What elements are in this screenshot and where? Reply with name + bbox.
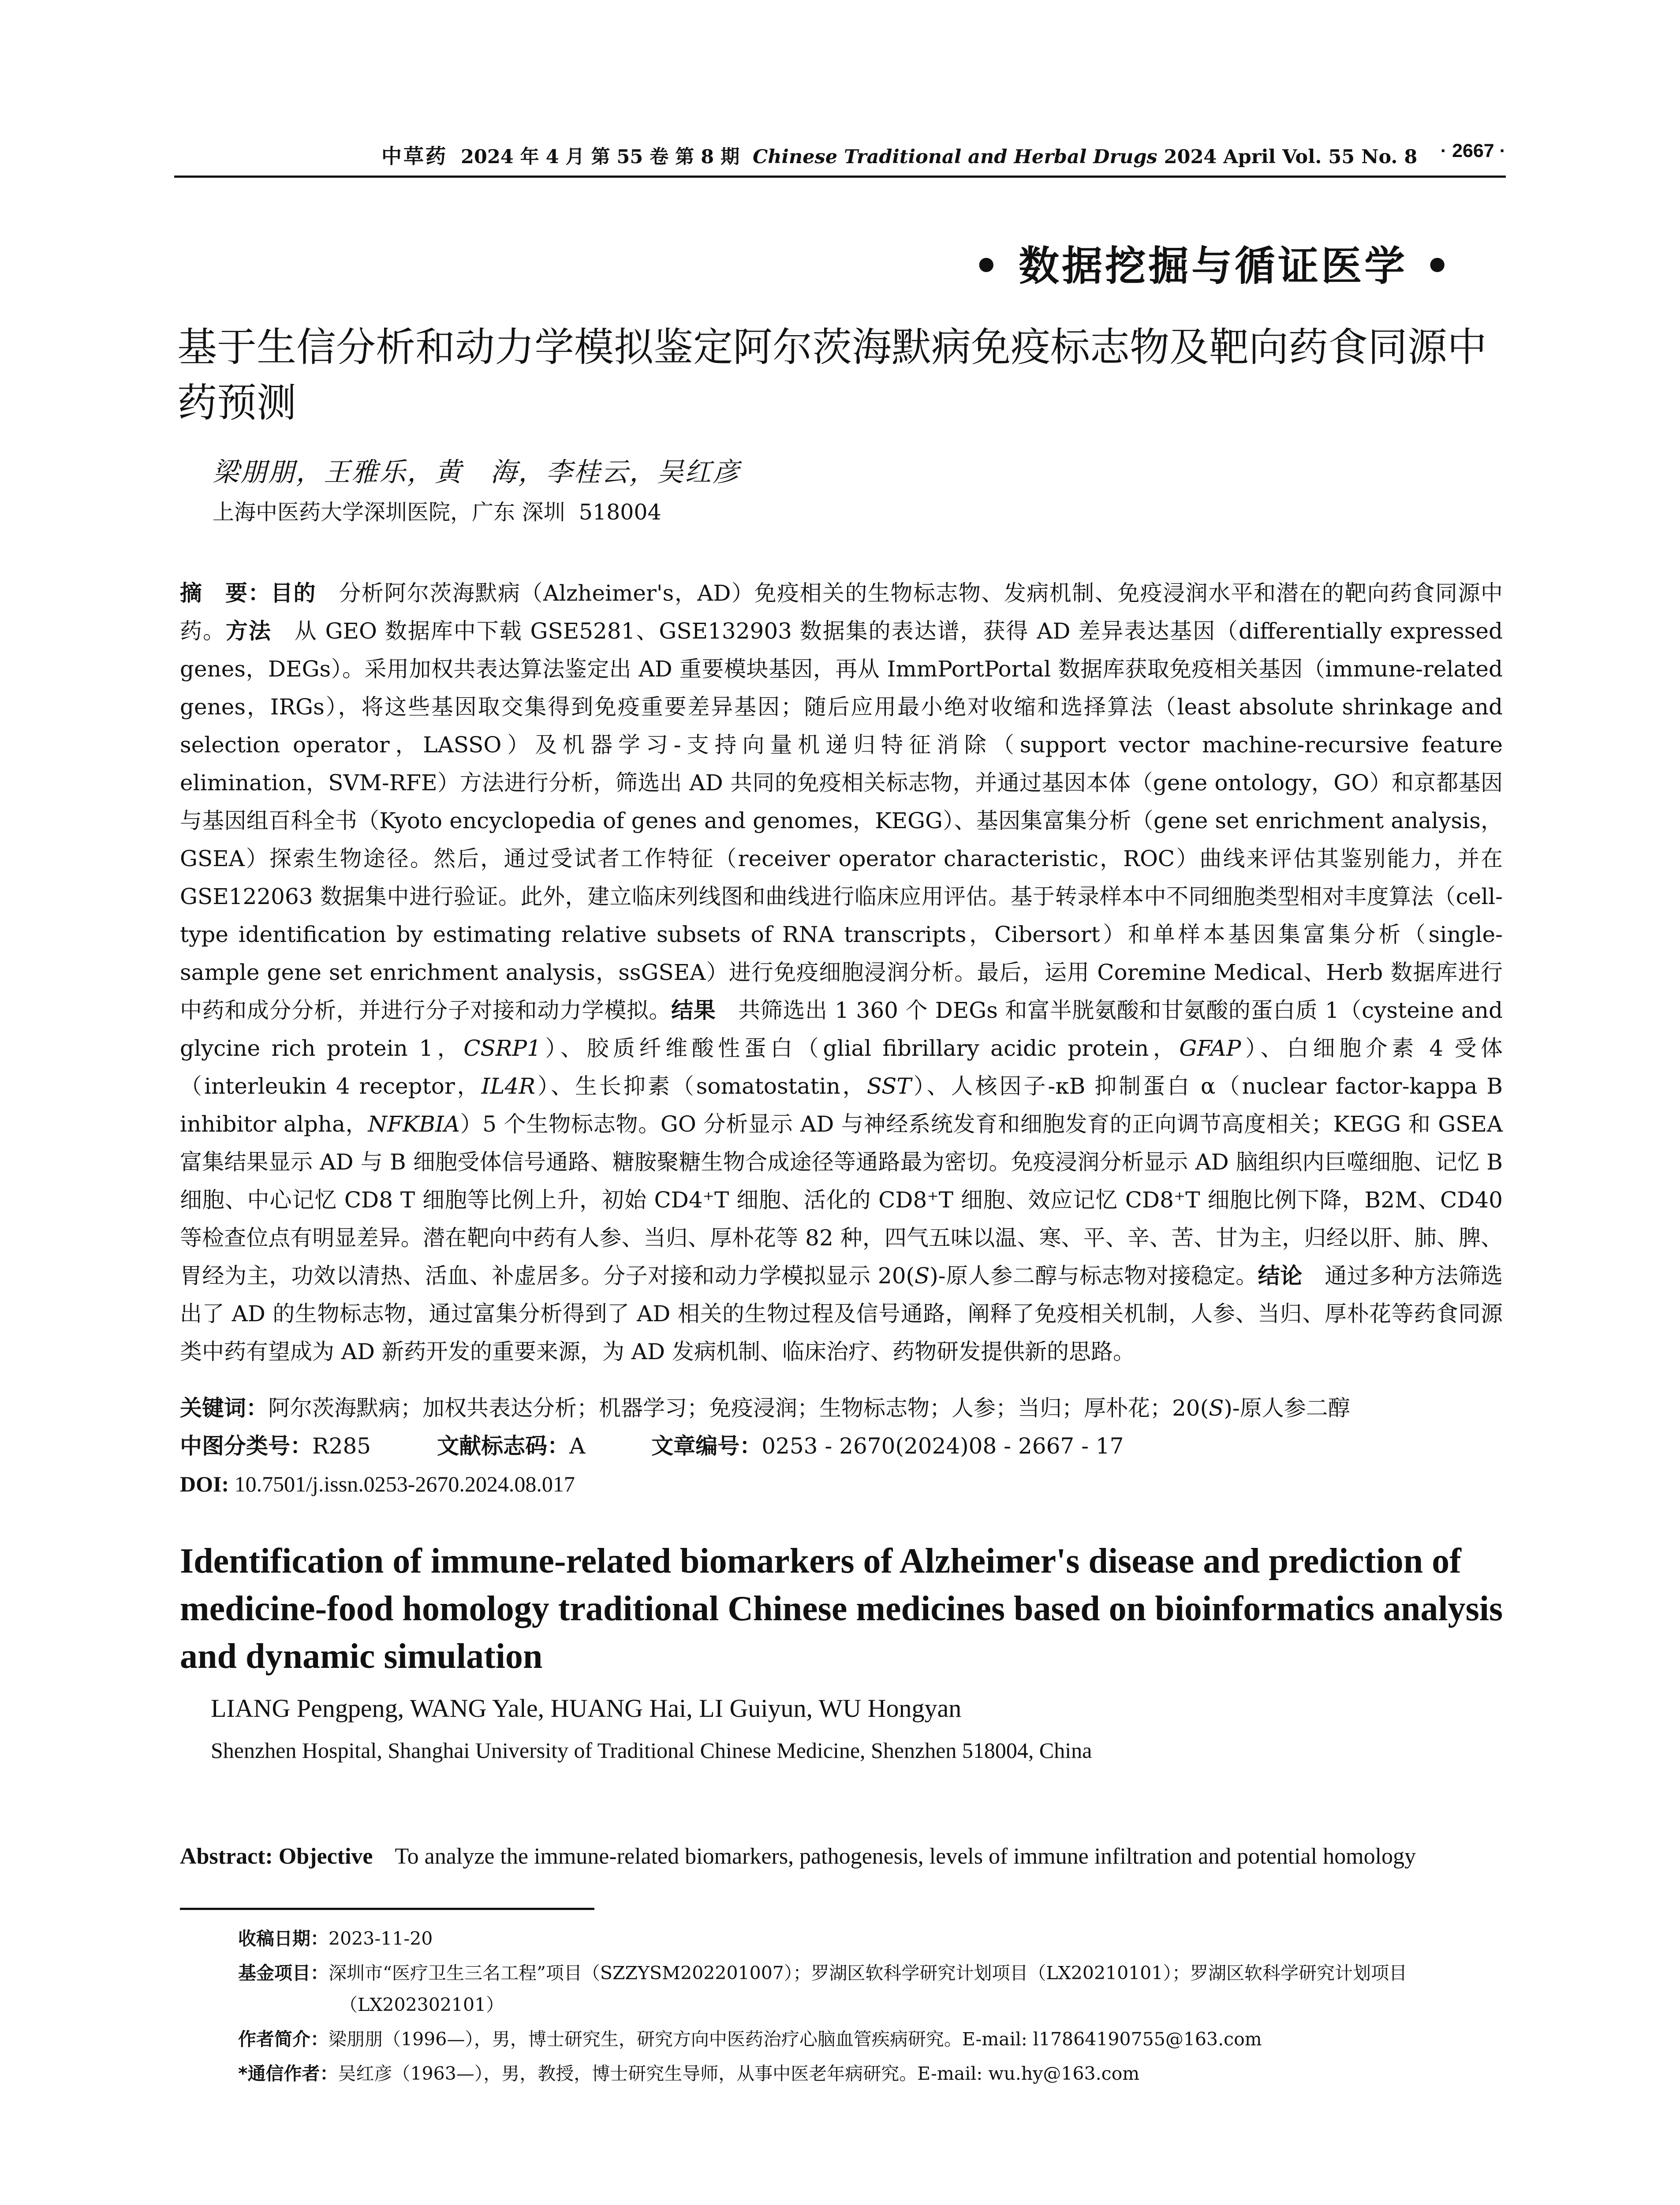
conclusion-text: 通过多种方法筛选出了 AD 的生物标志物，通过富集分析得到了 AD 相关的生物过程及信号通路，阐释了免疫相关机制，人参、当归、厚朴花等药食同源类中药有望成为 AD 新药开发的重要来源，为 AD 发病机制、临床治疗、药物研发提供新的思路。 <box>180 1263 1503 1364</box>
result-text: ）5 个生物标志物。GO 分析显示 AD 与神经系统发育和细胞发育的正向调节高度相关；KEGG 和 GSEA 富集结果显示 AD 与 B 细胞受体信号通路、糖胺聚糖生物合成途径等通路最为密切。免疫浸润分析显示 AD 脑组织内巨噬细胞、记忆 B 细胞、中心记忆 CD8 T 细胞等比例上升，初始 CD4⁺T 细胞、活化的 CD8⁺T 细胞、效应记忆 CD8⁺T 细胞比例下降，B2M、CD40 等检查位点有明显差异。潜在靶向中药有人参、当归、厚朴花等 82 种，四气五味以温、寒、平、辛、苦、甘为主，归经以肝、肺、脾、胃经为主，功效以清热、活血、补虚居多。分子对接和动力学模拟显示 20( <box>180 1111 1503 1289</box>
document-code-value: A <box>569 1433 586 1459</box>
result-text: ）、生长抑素（somatostatin， <box>535 1073 867 1099</box>
document-code-label: 文献标志码： <box>437 1433 570 1459</box>
chinese-title: 基于生信分析和动力学模拟鉴定阿尔茨海默病免疫标志物及靶向药食同源中药预测 <box>177 324 1487 426</box>
method-label: 方法 <box>225 618 272 644</box>
header-rule <box>174 176 1506 178</box>
article-number-value: 0253 - 2670(2024)08 - 2667 - 17 <box>762 1433 1124 1459</box>
journal-date-en: 2024 April Vol. 55 No. 8 <box>1157 146 1418 168</box>
footnote-author <box>238 2023 1508 2055</box>
footnote-fund <box>238 1957 1508 2021</box>
doi-value[interactable]: 10.7501/j.issn.0253-2670.2024.08.017 <box>229 1472 575 1496</box>
section-label: • 数据挖掘与循证医学 • <box>973 242 1453 290</box>
journal-name-en: Chinese Traditional and Herbal Drugs <box>753 146 1157 168</box>
conclusion-label: 结论 <box>1258 1263 1303 1289</box>
english-affiliation: Shenzhen Hospital, Shanghai University of Traditional Chinese Medicine, Shenzhen 518004, China <box>211 1738 1092 1763</box>
author-bio-label: 作者简介： <box>238 2029 329 2050</box>
page-number: · 2667 · <box>1440 140 1506 161</box>
clc-value: R285 <box>312 1433 371 1459</box>
footnote-corresponding <box>238 2058 1508 2089</box>
abstract-label: 摘 要： <box>180 580 271 606</box>
chinese-authors: 梁朋朋，王雅乐，黄 海，李桂云，吴红彦 <box>213 457 740 488</box>
english-abstract-text: To analyze the immune-related biomarkers, pathogenesis, levels of immune infiltration and potential homology <box>395 1844 1416 1869</box>
clc-label: 中图分类号： <box>180 1433 312 1459</box>
author-bio-text: 梁朋朋（1996—），男，博士研究生，研究方向中医药治疗心脑血管疾病研究。E-mail: l17864190755@163.com <box>329 2029 1262 2050</box>
gene-name: NFKBIA <box>368 1111 460 1137</box>
doi-line <box>180 1465 1503 1503</box>
corresponding-label: *通信作者： <box>238 2063 338 2084</box>
journal-date-cn: 2024 年 4 月 第 55 卷 第 8 期 <box>461 146 740 168</box>
result-text: ）、白细胞介素 4 受体（interleukin 4 receptor， <box>180 1035 1503 1099</box>
result-text: ）、胶质纤维酸性蛋白（glial fibrillary acidic protein， <box>541 1035 1180 1061</box>
journal-name-cn: 中草药 <box>381 144 448 168</box>
keywords-text: )-原人参二醇 <box>1224 1395 1350 1421</box>
result-text: 共筛选出 1 360 个 DEGs 和富半胱氨酸和甘氨酸的蛋白质 1（cysteine and glycine rich protein 1， <box>180 998 1503 1061</box>
fund-label: 基金项目： <box>238 1962 329 1984</box>
objective-text: 分析阿尔茨海默病（Alzheimer's，AD）免疫相关的生物标志物、发病机制、免疫浸润水平和潜在的靶向药食同源中药。 <box>180 580 1503 644</box>
gene-name: GFAP <box>1179 1035 1241 1061</box>
footnotes <box>238 1923 1508 2089</box>
chinese-abstract <box>180 574 1503 1371</box>
received-label: 收稿日期： <box>238 1928 329 1949</box>
result-text: ）、人核因子-κB 抑制蛋白 α（nuclear factor-kappa B inhibitor alpha， <box>180 1073 1503 1137</box>
gene-name: IL4R <box>481 1073 536 1099</box>
result-text: )-原人参二醇与标志物对接稳定。 <box>930 1263 1258 1289</box>
english-title: Identification of immune-related biomarkers of Alzheimer's disease and prediction of medicine-food homology traditional Chinese medicines based on bioinformatics analysis and dynamic simulation <box>180 1542 1503 1676</box>
corresponding-text: 吴红彦（1963—），男，教授，博士研究生导师，从事中医老年病研究。E-mail: wu.hy@163.com <box>338 2063 1140 2084</box>
keywords-label: 关键词： <box>180 1395 268 1421</box>
keywords-text: 阿尔茨海默病；加权共表达分析；机器学习；免疫浸润；生物标志物；人参；当归；厚朴花；20( <box>268 1395 1209 1421</box>
gene-name: CSRP1 <box>463 1035 541 1061</box>
objective-label: 目的 <box>270 580 316 606</box>
classification-line <box>180 1427 1503 1465</box>
stereo-descriptor: S <box>1209 1395 1224 1421</box>
fund-text: 深圳市“医疗卫生三名工程”项目（SZZYSM202201007）；罗湖区软科学研究计划项目（LX20210101）；罗湖区软科学研究计划项目（LX202302101） <box>329 1962 1407 2015</box>
english-authors: LIANG Pengpeng, WANG Yale, HUANG Hai, LI Guiyun, WU Hongyan <box>211 1694 962 1723</box>
footnote-rule <box>180 1908 594 1910</box>
gene-name: SST <box>866 1073 911 1099</box>
footnote-received <box>238 1923 1508 1955</box>
chinese-affiliation: 上海中医药大学深圳医院，广东 深圳 518004 <box>213 500 661 525</box>
result-label: 结果 <box>671 998 716 1023</box>
running-header <box>174 140 1506 168</box>
doi-label: DOI: <box>180 1472 229 1496</box>
keywords <box>180 1389 1503 1427</box>
journal-citation <box>381 140 1417 169</box>
stereo-descriptor: S <box>915 1263 930 1289</box>
english-abstract-label: Abstract: Objective <box>180 1844 373 1869</box>
article-number-label: 文章编号： <box>651 1433 762 1459</box>
method-text: 从 GEO 数据库中下载 GSE5281、GSE132903 数据集的表达谱，获得 AD 差异表达基因（differentially expressed genes，DEGs）。采用加权共表达算法鉴定出 AD 重要模块基因，再从 ImmPortPortal 数据库获取免疫相关基因（immune-related genes，IRGs），将这些基因取交集得到免疫重要差异基因；随后应用最小绝对收缩和选择算法（least absolute shrinkage and selection operator，LASSO）及机器学习-支持向量机递归特征消除（support vector machine-recursive feature elimination，SVM-RFE）方法进行分析，筛选出 AD 共同的免疫相关标志物，并通过基因本体（gene ontology，GO）和京都基因与基因组百科全书（Kyoto encyclopedia of genes and genomes，KEGG）、基因集富集分析（gene set enrichment analysis，GSEA）探索生物途径。然后，通过受试者工作特征（receiver operator characteristic，ROC）曲线来评估其鉴别能力，并在 GSE122063 数据集中进行验证。此外，建立临床列线图和曲线进行临床应用评估。基于转录样本中不同细胞类型相对丰度算法（cell-type identification by estimating relative subsets of RNA transcripts，Cibersort）和单样本基因集富集分析（single-sample gene set enrichment analysis，ssGSEA）进行免疫细胞浸润分析。最后，运用 Coremine Medical、Herb 数据库进行中药和成分分析，并进行分子对接和动力学模拟。 <box>180 618 1503 1023</box>
english-abstract <box>180 1843 1512 1869</box>
received-date: 2023-11-20 <box>329 1928 433 1949</box>
